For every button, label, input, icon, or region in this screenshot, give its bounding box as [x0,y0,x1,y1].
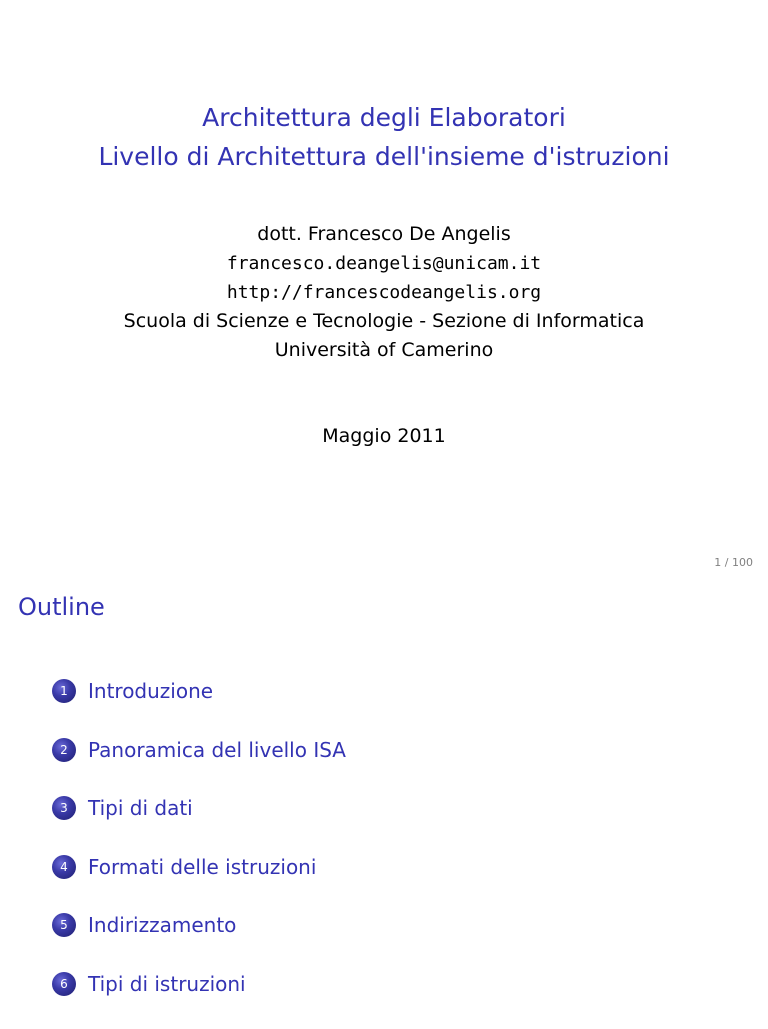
outline-slide [0,585,768,1024]
title-line-1: Architettura degli Elaboratori [202,103,566,132]
author-email[interactable]: francesco.deangelis@unicam.it [226,253,542,274]
numbered-bullet-icon: 2 [52,738,76,762]
numbered-bullet-icon: 3 [52,796,76,820]
outline-list [52,677,346,1029]
author-url[interactable]: http://francescodeangelis.org [226,282,542,303]
outline-item-label[interactable]: Tipi di dati [88,796,193,821]
page-number: 1 / 100 [714,556,753,569]
numbered-bullet-icon: 6 [52,972,76,996]
presentation-date: Maggio 2011 [322,425,446,447]
numbered-bullet-icon: 4 [52,855,76,879]
institute-line-2: Università of Camerino [274,339,494,361]
author-block [0,220,768,365]
presentation-title [0,98,768,176]
outline-item[interactable] [52,911,346,970]
author-name: dott. Francesco De Angelis [257,223,511,245]
outline-item-label[interactable]: Tipi di istruzioni [88,971,246,996]
numbered-bullet-icon: 1 [52,679,76,703]
outline-item[interactable] [52,794,346,853]
numbered-bullet-icon: 5 [52,913,76,937]
outline-item-label[interactable]: Introduzione [88,679,214,703]
outline-item[interactable] [52,677,346,736]
outline-item[interactable] [52,853,346,912]
outline-item-label[interactable]: Panoramica del livello ISA [88,737,346,762]
title-line-2: Livello di Architettura dell'insieme d'istruzioni [98,142,670,171]
outline-item-label[interactable]: Formati delle istruzioni [88,854,317,879]
outline-item[interactable] [52,970,346,1029]
outline-title: Outline [18,593,105,621]
outline-item[interactable] [52,736,346,795]
outline-item-label[interactable]: Indirizzamento [88,913,237,938]
institute-line-1: Scuola di Scienze e Tecnologie - Sezione di Informatica [123,310,645,332]
